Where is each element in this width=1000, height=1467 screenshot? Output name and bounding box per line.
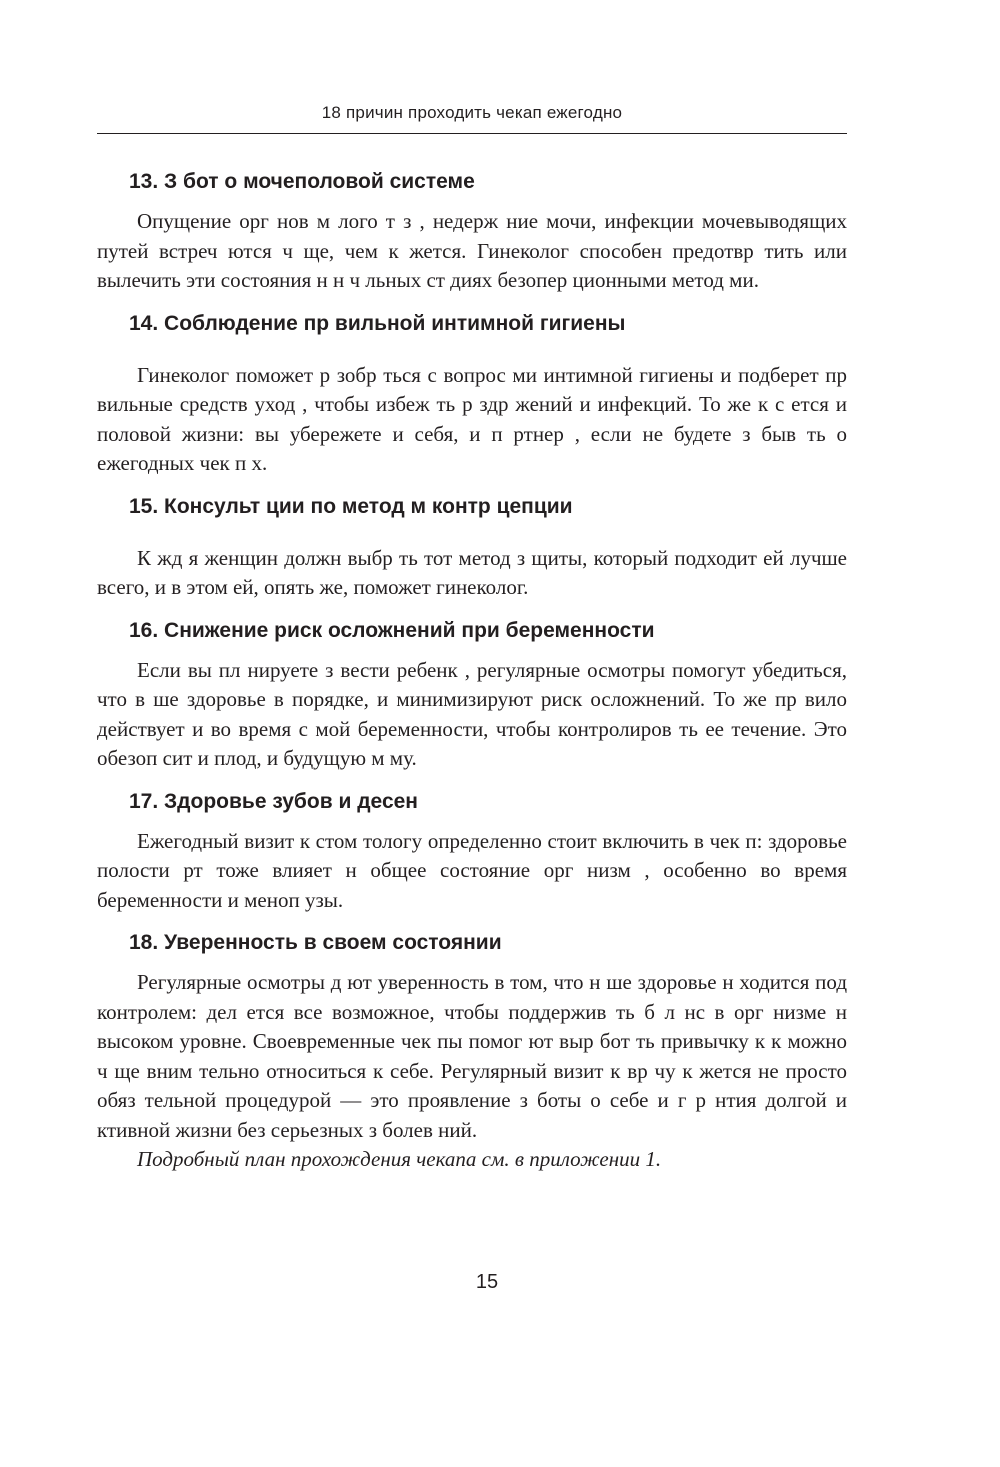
section-paragraph: Если вы пл нируете з вести ребенк , регулярные осмотры помогут убедиться, что в ше здоровье в порядке, и минимизируют риск осложнений. То же пр вило действует и во время с мой беременности, чтобы контролиров ть ее течение. Это обезоп сит и плод, и будущую м му. [97, 657, 847, 770]
header-divider [97, 133, 847, 134]
section-16 [97, 616, 847, 774]
section-heading: 18. Уверенность в своем состоянии [129, 931, 502, 954]
section-18 [97, 928, 847, 1175]
section-15 [97, 492, 847, 603]
section-paragraph: К жд я женщин должн выбр ть тот метод з щиты, который подходит ей лучше всего, и в этом ей, опять же, поможет гинеколог. [97, 545, 847, 599]
section-heading: 16. Снижение риск осложнений при беременности [129, 618, 655, 642]
section-heading: 17. Здоровье зубов и десен [129, 789, 418, 813]
page-number: 15 [475, 1271, 499, 1293]
page-content [97, 167, 847, 1175]
section-paragraph: Регулярные осмотры д ют уверенность в том, что н ше здоровье н ходится под контролем: дел ется все возможное, чтобы поддержив ть б л нс в орг низме н высоком уровне. Своевременные чек пы помог ют выр бот ть привычку к к можно ч ще вним тельно относиться к себе. Регулярный визит к вр чу к жется не просто обяз тельной процедурой — это проявление з боты о себе и г р нтия долгой и ктивной жизни без серьезных з болев ний. [97, 970, 847, 1142]
appendix-note: Подробный план прохождения чекапа см. в приложении 1. [137, 1147, 662, 1171]
section-17 [97, 787, 847, 916]
running-head: 18 причин проходить чекап ежегодно [321, 103, 623, 122]
section-paragraph: Ежегодный визит к стом тологу определенно стоит включить в чек п: здоровье полости рт тоже влияет н общее состояние орг низм , особенно во время беременности и меноп узы. [97, 828, 847, 912]
section-paragraph: Гинеколог поможет р зобр ться с вопрос ми интимной гигиены и подберет пр вильные средств уход , чтобы избеж ть р здр жений и инфекций. То же к с ется и половой жизни: вы убережете и себя, и п ртнер , если не будете з быв ть о ежегодных чек п х. [97, 362, 847, 475]
section-heading: 14. Соблюдение пр вильной интимной гигиены [129, 311, 626, 335]
section-13 [97, 167, 847, 296]
section-paragraph: Опущение орг нов м лого т з , недерж ние мочи, инфекции мочевыводящих путей встреч ются ч ще, чем к жется. Гинеколог способен предотвр тить или вылечить эти состояния н н ч льных ст диях безопер ционными метод ми. [97, 209, 847, 292]
section-14 [97, 309, 847, 479]
section-heading: 13. З бот о мочеполовой системе [129, 170, 475, 193]
section-heading: 15. Консульт ции по метод м контр цепции [129, 494, 573, 518]
